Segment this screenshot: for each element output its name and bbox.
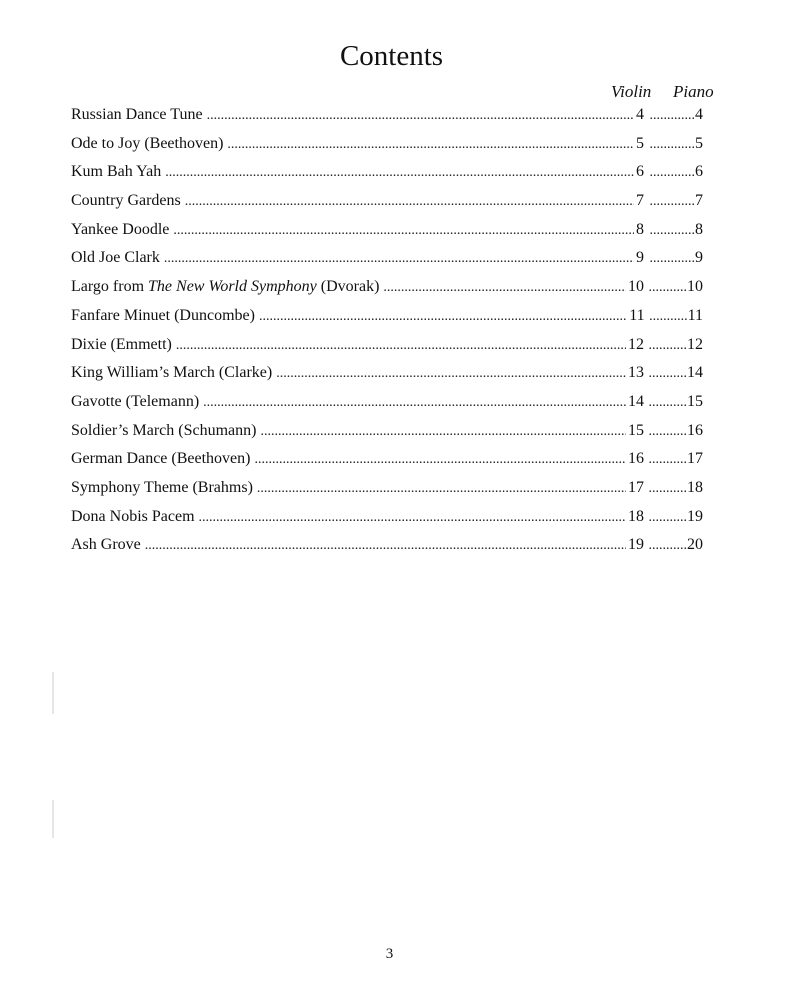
toc-entry-16 bbox=[71, 536, 703, 565]
toc-entry-2 bbox=[71, 135, 703, 164]
dot-leader bbox=[173, 221, 634, 240]
toc-entry-4 bbox=[71, 192, 703, 221]
toc-entry-title: Russian Dance Tune bbox=[71, 106, 203, 123]
dot-leader bbox=[649, 221, 695, 240]
toc-entry-13 bbox=[71, 450, 703, 479]
violin-page: 19 bbox=[628, 536, 644, 554]
violin-page: 4 bbox=[636, 106, 644, 123]
toc-entry-title: Symphony Theme (Brahms) bbox=[71, 478, 253, 496]
toc-entry-15 bbox=[71, 508, 703, 537]
violin-page: 13 bbox=[628, 364, 644, 382]
toc-entry-title: Ash Grove bbox=[71, 536, 141, 554]
dot-leader bbox=[199, 508, 626, 527]
piano-page: 5 bbox=[695, 134, 703, 152]
dot-leader bbox=[257, 479, 626, 498]
toc-entry-title: Dona Nobis Pacem bbox=[71, 507, 195, 525]
dot-leader bbox=[276, 364, 626, 383]
dot-leader bbox=[203, 393, 626, 412]
toc-entry-8 bbox=[71, 307, 703, 336]
toc-entry-1 bbox=[71, 106, 703, 135]
piano-page: 4 bbox=[695, 106, 703, 123]
piano-page: 6 bbox=[695, 163, 703, 181]
dot-leader bbox=[649, 135, 695, 154]
dot-leader bbox=[649, 508, 687, 527]
dot-leader bbox=[650, 307, 688, 326]
piano-page: 17 bbox=[687, 450, 703, 468]
scan-mark bbox=[52, 672, 54, 714]
page-title: Contents bbox=[339, 40, 444, 72]
title-suffix: (Dvorak) bbox=[316, 278, 380, 296]
piano-page: 15 bbox=[687, 392, 703, 410]
piano-page: 20 bbox=[687, 536, 703, 554]
toc-entry-title: Soldier’s March (Schumann) bbox=[71, 421, 257, 439]
toc-entry-title: Gavotte (Telemann) bbox=[71, 392, 200, 410]
toc-entry-title: Country Gardens bbox=[71, 192, 181, 210]
table-of-contents bbox=[71, 106, 703, 565]
dot-leader bbox=[207, 106, 634, 125]
title-prefix: Largo from bbox=[71, 278, 149, 296]
dot-leader bbox=[165, 163, 634, 182]
violin-page: 12 bbox=[628, 335, 644, 353]
violin-page: 11 bbox=[629, 306, 645, 324]
dot-leader bbox=[649, 106, 695, 125]
dot-leader bbox=[259, 307, 627, 326]
dot-leader bbox=[145, 536, 626, 555]
dot-leader bbox=[176, 336, 626, 355]
scan-mark bbox=[52, 800, 54, 838]
toc-entry-title: German Dance (Beethoven) bbox=[71, 450, 251, 468]
piano-page: 8 bbox=[695, 220, 703, 238]
toc-entry-title: Fanfare Minuet (Duncombe) bbox=[71, 306, 255, 324]
piano-page: 7 bbox=[695, 192, 703, 210]
toc-entry-9 bbox=[71, 336, 703, 365]
violin-page: 16 bbox=[628, 450, 644, 468]
toc-entry-title bbox=[71, 278, 379, 296]
dot-leader bbox=[649, 278, 687, 297]
toc-entry-5 bbox=[71, 221, 703, 250]
dot-leader bbox=[260, 422, 626, 441]
piano-page: 11 bbox=[687, 306, 703, 324]
toc-entry-10 bbox=[71, 364, 703, 393]
dot-leader bbox=[649, 393, 687, 412]
dot-leader bbox=[164, 249, 634, 268]
toc-entry-11 bbox=[71, 393, 703, 422]
toc-entry-title: Kum Bah Yah bbox=[71, 163, 162, 181]
violin-page: 15 bbox=[628, 421, 644, 439]
violin-page: 14 bbox=[628, 392, 644, 410]
piano-page: 16 bbox=[687, 421, 703, 439]
toc-entry-14 bbox=[71, 479, 703, 508]
dot-leader bbox=[649, 479, 687, 498]
toc-entry-title: Yankee Doodle bbox=[71, 220, 170, 238]
dot-leader bbox=[649, 422, 687, 441]
dot-leader bbox=[649, 336, 687, 355]
piano-page: 14 bbox=[687, 364, 703, 382]
violin-page: 8 bbox=[636, 220, 644, 238]
piano-page: 19 bbox=[687, 507, 703, 525]
violin-page: 9 bbox=[636, 249, 644, 267]
dot-leader bbox=[185, 192, 634, 211]
piano-page: 12 bbox=[687, 335, 703, 353]
violin-page: 7 bbox=[636, 192, 644, 210]
toc-entry-12 bbox=[71, 422, 703, 451]
violin-page: 17 bbox=[628, 478, 644, 496]
dot-leader bbox=[649, 450, 687, 469]
violin-page: 18 bbox=[628, 507, 644, 525]
page-number: 3 bbox=[385, 946, 394, 962]
piano-column-header: Piano bbox=[673, 82, 714, 101]
toc-entry-title: Old Joe Clark bbox=[71, 249, 160, 267]
dot-leader bbox=[649, 192, 695, 211]
dot-leader bbox=[649, 536, 687, 555]
piano-page: 10 bbox=[687, 278, 703, 296]
toc-entry-7 bbox=[71, 278, 703, 307]
dot-leader bbox=[649, 364, 687, 383]
violin-column-header: Violin bbox=[611, 82, 652, 101]
toc-entry-title: Ode to Joy (Beethoven) bbox=[71, 134, 224, 152]
title-italic: The New World Symphony bbox=[148, 278, 317, 296]
dot-leader bbox=[649, 249, 695, 268]
toc-entry-6 bbox=[71, 249, 703, 278]
dot-leader bbox=[649, 163, 695, 182]
violin-page: 5 bbox=[636, 134, 644, 152]
dot-leader bbox=[383, 278, 626, 297]
dot-leader bbox=[254, 450, 626, 469]
toc-entry-title: Dixie (Emmett) bbox=[71, 335, 172, 353]
dot-leader bbox=[227, 135, 634, 154]
violin-page: 6 bbox=[636, 163, 644, 181]
piano-page: 9 bbox=[695, 249, 703, 267]
violin-page: 10 bbox=[628, 278, 644, 296]
toc-entry-title: King William’s March (Clarke) bbox=[71, 364, 273, 382]
piano-page: 18 bbox=[687, 478, 703, 496]
toc-entry-3 bbox=[71, 163, 703, 192]
